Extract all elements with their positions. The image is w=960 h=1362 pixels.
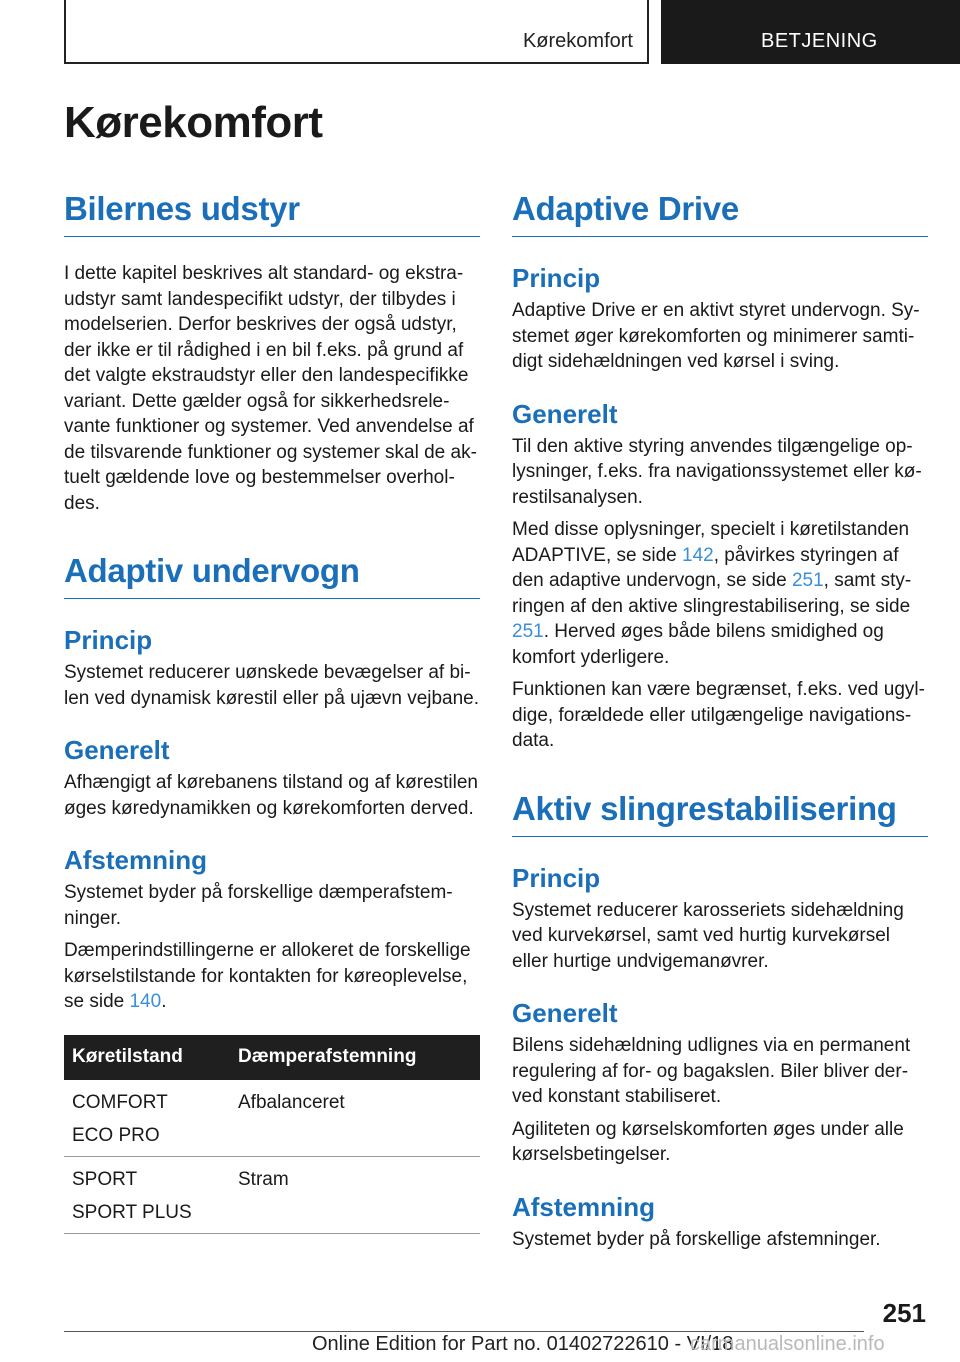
mode-eco-pro: ECO PRO — [72, 1124, 160, 1146]
slingre-generelt-text-1: Bilens sidehældning udlignes via en permanent regulering af for- og bagakslen. Biler bliver der-ved konstant stabiliseret. — [512, 1035, 911, 1107]
bilernes-udstyr-text: I dette kapitel beskrives alt standard- og ekstra-udstyr samt landespecifikt udstyr, der tilbydes i modelserien. Derfor beskrives der også udstyr, der ikke er til rådighed i en bil f.eks. på grund af det valgte ekstraudstyr eller den landespecifikke variant. Dette gælder også for sikkerhedsrele-vante funktioner og systemer. Ved anvendelse af de tilsvarende funktioner og systemer skal de ak-tuelt gældende love og bestemmelser overhol-des. — [64, 263, 477, 514]
page-link-251[interactable]: 251 — [512, 621, 544, 642]
footer-divider — [64, 1331, 864, 1332]
mode-sport-plus: SPORT PLUS — [72, 1201, 192, 1223]
subtitle-generelt: Generelt — [512, 998, 618, 1028]
table-cell-setting: Afbalanceret — [230, 1080, 480, 1157]
slingre-princip-text: Systemet reducerer karosseriets sidehældning ved kurvekørsel, samt ved hurtig kurvekørsel eller hurtige undvigemanøvrer. — [512, 899, 904, 972]
subtitle-generelt: Generelt — [64, 735, 170, 765]
subtitle-princip: Princip — [512, 862, 601, 893]
footer-edition: Online Edition for Part no. 01402722610 - VI/18 — [312, 1333, 734, 1355]
afstemning-text-1: Systemet byder på forskellige dæmperafstem-ninger. — [64, 882, 453, 929]
mode-comfort: COMFORT — [72, 1091, 168, 1113]
header-chapter: Kørekomfort — [522, 30, 633, 52]
subtitle-generelt: Generelt — [512, 398, 618, 429]
slingre-afstemning-text: Systemet byder på forskellige afstemninger. — [512, 1228, 881, 1250]
right-column — [512, 190, 928, 1252]
adaptive-drive-generelt-text-3: Funktionen kan være begrænset, f.eks. ved ugyl-dige, forældede eller utilgængelige navigations-data. — [512, 679, 925, 751]
princip-text: Systemet reducerer uønskede bevægelser af bi-len ved dynamisk kørestil eller på ujævn vejbane. — [64, 662, 480, 709]
generelt-text-2-c: , samt sty-ringen af den aktive slingrestabilisering, se side — [512, 570, 912, 617]
afstemning-text-2-a: Dæmperindstillingerne er allokeret de forskellige kørselstilstande for kontakten for køreoplevelse, se side — [64, 940, 471, 1012]
table-header-row — [64, 1035, 480, 1080]
mode-sport: SPORT — [72, 1168, 138, 1190]
generelt-text: Afhængigt af kørebanens tilstand og af kørestilen øges køredynamikken og kørekomforten derved. — [64, 772, 479, 819]
table-header-damperafstemning: Dæmperafstemning — [230, 1035, 480, 1080]
page-link-140[interactable]: 140 — [129, 991, 162, 1012]
section-title-adaptiv-undervogn: Adaptiv undervogn — [64, 552, 480, 599]
table-row — [64, 1156, 480, 1233]
afstemning-text-2-b: . — [161, 991, 167, 1012]
page-number: 251 — [882, 1298, 926, 1328]
generelt-text-2-b: , påvirkes styringen af den adaptive undervogn, se side — [512, 544, 899, 591]
table-cell-setting: Stram — [230, 1156, 480, 1233]
subtitle-princip: Princip — [512, 263, 601, 293]
watermark: carmanualsonline.info — [690, 1333, 885, 1355]
afstemning-text-2 — [64, 938, 480, 1015]
page-link-142[interactable]: 142 — [682, 544, 714, 566]
generelt-text-2-a: Med disse oplysninger, specielt i køretilstanden ADAPTIVE, se side — [512, 519, 910, 566]
header-section-box — [661, 0, 960, 64]
table-header-koretilstand: Køretilstand — [64, 1035, 230, 1080]
header-chapter-box — [64, 0, 649, 64]
header-section: BETJENING — [761, 30, 878, 52]
page-title: Kørekomfort — [64, 98, 323, 147]
generelt-text-2-d: . Herved øges både bilens smidighed og komfort yderligere. — [512, 621, 884, 668]
section-title-bilernes-udstyr: Bilernes udstyr — [64, 190, 480, 237]
table-cell-mode — [64, 1080, 230, 1157]
subtitle-princip: Princip — [64, 625, 153, 655]
adaptive-drive-generelt-text-2 — [512, 517, 928, 670]
table-cell-mode — [64, 1156, 230, 1233]
damper-table — [64, 1035, 480, 1234]
slingre-generelt-text-2: Agiliteten og kørselskomforten øges under alle kørselsbetingelser. — [512, 1118, 904, 1165]
section-title-adaptive-drive: Adaptive Drive — [512, 190, 928, 237]
page-link-251[interactable]: 251 — [791, 570, 824, 591]
subtitle-afstemning: Afstemning — [512, 1191, 655, 1222]
subtitle-afstemning: Afstemning — [64, 845, 207, 875]
left-column — [64, 190, 480, 1234]
adaptive-drive-generelt-text-1: Til den aktive styring anvendes tilgængelige op-lysninger, f.eks. fra navigationssystemet eller kø-restilsanalysen. — [512, 435, 922, 508]
section-title-aktiv-slingrestabilisering: Aktiv slingrestabilisering — [512, 790, 928, 837]
adaptive-drive-princip-text: Adaptive Drive er en aktivt styret undervogn. Sy-stemet øger kørekomforten og minimerer samti-digt sidehældningen ved kørsel i sving. — [512, 300, 920, 372]
table-row — [64, 1080, 480, 1157]
